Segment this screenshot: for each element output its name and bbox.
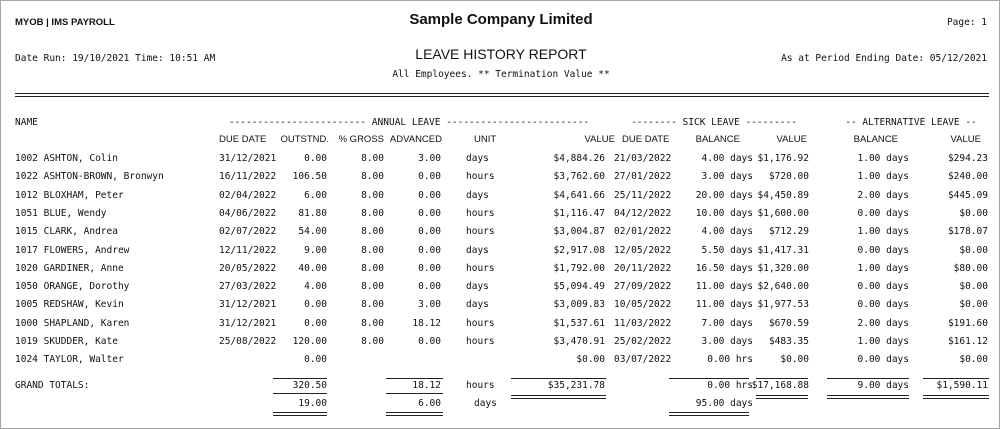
total-dline-sl-value [756, 395, 808, 399]
cell-alt-value: $191.60 [947, 317, 988, 329]
total-rule-sl-bal [669, 378, 749, 379]
table-row [1, 263, 999, 277]
table-row [1, 318, 999, 332]
cell-alt-bal: 2.00 days [857, 317, 909, 329]
cell-al-due: 20/05/2022 [219, 262, 277, 274]
cell-al-due: 31/12/2021 [219, 317, 277, 329]
cell-al-gross: 8.00 [361, 336, 384, 347]
cell-sl-due: 02/01/2022 [614, 226, 672, 238]
group-alternative-leave: -- ALTERNATIVE LEAVE -- [845, 117, 977, 128]
cell-al-due: 31/12/2021 [219, 153, 277, 164]
cell-al-out: 0.00 [304, 317, 327, 329]
cell-sl-bal: 3.00 days [701, 336, 753, 347]
cell-sl-due: 27/01/2022 [614, 171, 672, 183]
cell-al-unit: hours [466, 171, 495, 183]
cell-al-out: 106.50 [292, 171, 327, 183]
total-alt-value: $1,590.11 [936, 380, 988, 391]
cell-al-adv: 0.00 [418, 281, 441, 293]
cell-alt-bal: 1.00 days [857, 171, 909, 183]
cell-al-out: 0.00 [304, 299, 327, 311]
cell-sl-due: 20/11/2022 [614, 262, 672, 274]
total-rule2-adv [386, 393, 443, 394]
cell-al-adv: 0.00 [418, 189, 441, 201]
cell-sl-value: $720.00 [768, 171, 809, 183]
total-dline-out [273, 412, 327, 416]
cell-sl-due: 10/05/2022 [614, 299, 672, 311]
col-al-value: VALUE [584, 134, 615, 145]
cell-name: 1000 SHAPLAND, Karen [15, 317, 130, 329]
cell-al-unit: hours [466, 317, 495, 329]
cell-al-value: $3,004.87 [553, 226, 605, 238]
cell-alt-value: $294.23 [947, 153, 988, 164]
cell-sl-value: $670.59 [768, 317, 809, 329]
cell-al-value: $1,537.61 [553, 317, 605, 329]
column-header-row [1, 134, 999, 148]
cell-al-due: 27/03/2022 [219, 281, 277, 293]
cell-al-out: 40.00 [298, 262, 327, 274]
cell-al-due: 02/07/2022 [219, 226, 277, 238]
cell-al-gross: 8.00 [361, 262, 384, 274]
total-rule-alt-value [923, 378, 989, 379]
cell-sl-due: 11/03/2022 [614, 317, 672, 329]
cell-alt-value: $0.00 [959, 299, 988, 311]
total-rule-al-value [511, 378, 606, 379]
cell-name: 1024 TAYLOR, Walter [15, 354, 124, 366]
table-row [1, 208, 999, 222]
cell-alt-bal: 1.00 days [857, 226, 909, 238]
cell-name: 1015 CLARK, Andrea [15, 226, 118, 238]
table-row [1, 299, 999, 313]
table-row [1, 226, 999, 240]
cell-al-adv: 18.12 [412, 317, 441, 329]
col-sl-due: DUE DATE [622, 134, 670, 145]
cell-sl-bal: 20.00 days [695, 189, 753, 201]
cell-al-gross: 8.00 [361, 281, 384, 293]
total-al-unit-1: hours [466, 380, 495, 391]
cell-al-value: $3,762.60 [553, 171, 605, 183]
cell-al-gross: 8.00 [361, 299, 384, 311]
total-dline-al-value [511, 395, 606, 399]
cell-name: 1017 FLOWERS, Andrew [15, 244, 130, 256]
cell-al-value: $4,641.66 [553, 189, 605, 201]
cell-alt-bal: 0.00 days [857, 281, 909, 293]
table-row [1, 190, 999, 204]
cell-name: 1051 BLUE, Wendy [15, 207, 107, 219]
cell-al-out: 6.00 [304, 189, 327, 201]
cell-al-value: $0.00 [576, 354, 605, 366]
cell-sl-value: $2,640.00 [757, 281, 809, 293]
cell-alt-value: $0.00 [959, 244, 988, 256]
cell-al-due: 12/11/2022 [219, 244, 277, 256]
cell-sl-due: 12/05/2022 [614, 244, 672, 256]
cell-al-due: 04/06/2022 [219, 207, 277, 219]
cell-alt-value: $80.00 [953, 262, 988, 274]
col-alt-balance: BALANCE [853, 134, 898, 145]
cell-sl-due: 27/09/2022 [614, 281, 672, 293]
cell-sl-value: $4,450.89 [757, 189, 809, 201]
col-al-due: DUE DATE [219, 134, 267, 145]
cell-sl-due: 25/11/2022 [614, 189, 672, 201]
cell-sl-bal: 5.50 days [701, 244, 753, 256]
total-dline-adv [386, 412, 443, 416]
cell-alt-value: $0.00 [959, 354, 988, 366]
cell-sl-bal: 16.50 days [695, 262, 753, 274]
cell-al-out: 0.00 [304, 153, 327, 164]
cell-al-value: $1,792.00 [553, 262, 605, 274]
cell-al-adv: 0.00 [418, 336, 441, 347]
cell-alt-bal: 1.00 days [857, 336, 909, 347]
total-dline-sl-bal [669, 412, 749, 416]
col-al-outstanding: OUTSTND. [280, 134, 329, 145]
cell-sl-value: $1,977.53 [757, 299, 809, 311]
cell-al-adv: 0.00 [418, 244, 441, 256]
cell-name: 1022 ASHTON-BROWN, Bronwyn [15, 171, 164, 183]
cell-al-gross: 8.00 [361, 153, 384, 164]
cell-al-due: 25/08/2022 [219, 336, 277, 347]
cell-al-gross: 8.00 [361, 171, 384, 183]
cell-al-value: $3,009.83 [553, 299, 605, 311]
report-title: LEAVE HISTORY REPORT [415, 46, 587, 62]
cell-sl-value: $483.35 [768, 336, 809, 347]
period-ending: As at Period Ending Date: 05/12/2021 [781, 53, 987, 64]
group-annual-leave: ------------------------ ANNUAL LEAVE ------------------------- [228, 117, 590, 128]
total-rule-out [273, 378, 327, 379]
grand-totals-row [1, 380, 999, 394]
cell-sl-bal: 11.00 days [695, 281, 753, 293]
cell-sl-bal: 4.00 days [701, 226, 753, 238]
cell-al-out: 54.00 [298, 226, 327, 238]
cell-al-gross: 8.00 [361, 244, 384, 256]
cell-alt-value: $0.00 [959, 207, 988, 219]
cell-alt-bal: 0.00 days [857, 299, 909, 311]
total-al-unit-2: days [474, 398, 497, 409]
total-al-advanced-2: 6.00 [418, 398, 441, 409]
cell-alt-value: $161.12 [947, 336, 988, 347]
cell-al-unit: hours [466, 207, 495, 219]
group-sick-leave: -------- SICK LEAVE --------- [631, 117, 797, 128]
col-alt-value: VALUE [950, 134, 981, 145]
cell-name: 1012 BLOXHAM, Peter [15, 189, 124, 201]
cell-sl-due: 03/07/2022 [614, 354, 672, 366]
total-rule2-out [273, 393, 327, 394]
cell-alt-value: $240.00 [947, 171, 988, 183]
cell-al-out: 120.00 [292, 336, 327, 347]
cell-al-out: 4.00 [304, 281, 327, 293]
page-number: Page: 1 [946, 17, 987, 28]
cell-sl-value: $1,176.92 [757, 153, 809, 164]
total-al-advanced-1: 18.12 [412, 380, 441, 391]
cell-al-adv: 0.00 [418, 226, 441, 238]
cell-al-adv: 0.00 [418, 262, 441, 274]
total-rule-alt-bal [827, 378, 909, 379]
cell-sl-value: $712.29 [768, 226, 809, 238]
cell-al-value: $3,470.91 [553, 336, 605, 347]
cell-alt-value: $445.09 [947, 189, 988, 201]
cell-al-out: 0.00 [304, 354, 327, 366]
total-sl-value: $17,168.88 [751, 380, 809, 391]
cell-al-unit: days [466, 153, 489, 164]
cell-sl-value: $1,600.00 [757, 207, 809, 219]
cell-alt-bal: 0.00 days [857, 207, 909, 219]
col-al-unit: UNIT [474, 134, 497, 145]
col-al-advanced: ADVANCED [389, 134, 442, 145]
table-row [1, 354, 999, 368]
date-run: Date Run: 19/10/2021 Time: 10:51 AM [15, 53, 216, 64]
cell-al-unit: hours [466, 262, 495, 274]
cell-al-gross: 8.00 [361, 226, 384, 238]
cell-al-due: 16/11/2022 [219, 171, 277, 183]
cell-alt-bal: 2.00 days [857, 189, 909, 201]
table-row [1, 171, 999, 185]
cell-sl-bal: 10.00 days [695, 207, 753, 219]
cell-alt-bal: 0.00 days [857, 244, 909, 256]
cell-sl-bal: 11.00 days [695, 299, 753, 311]
cell-al-adv: 3.00 [418, 299, 441, 311]
cell-al-gross: 8.00 [361, 189, 384, 201]
cell-alt-bal: 1.00 days [857, 262, 909, 274]
col-sl-value: VALUE [776, 134, 807, 145]
cell-al-unit: hours [466, 226, 495, 238]
cell-sl-value: $1,417.31 [757, 244, 809, 256]
cell-sl-value: $0.00 [780, 354, 809, 366]
cell-al-adv: 3.00 [418, 153, 441, 164]
grand-totals-label: GRAND TOTALS: [15, 380, 90, 391]
cell-sl-due: 04/12/2022 [614, 207, 672, 219]
cell-al-value: $5,094.49 [553, 281, 605, 293]
cell-sl-due: 21/03/2022 [614, 153, 672, 164]
header-divider [15, 93, 989, 97]
cell-al-unit: days [466, 299, 489, 311]
cell-al-value: $2,917.08 [553, 244, 605, 256]
cell-sl-value: $1,320.00 [757, 262, 809, 274]
cell-name: 1019 SKUDDER, Kate [15, 336, 118, 347]
cell-alt-value: $0.00 [959, 281, 988, 293]
cell-sl-due: 25/02/2022 [614, 336, 672, 347]
total-dline-alt-bal [827, 395, 909, 399]
total-sl-balance-1: 0.00 hrs [707, 380, 753, 391]
cell-al-value: $4,884.26 [553, 153, 605, 164]
cell-al-gross: 8.00 [361, 207, 384, 219]
table-row [1, 245, 999, 259]
cell-al-unit: days [466, 189, 489, 201]
col-sl-balance: BALANCE [695, 134, 740, 145]
cell-name: 1020 GARDINER, Anne [15, 262, 124, 274]
total-sl-balance-2: 95.00 days [695, 398, 753, 409]
table-row [1, 153, 999, 167]
cell-al-out: 81.80 [298, 207, 327, 219]
cell-alt-bal: 1.00 days [857, 153, 909, 164]
cell-name: 1050 ORANGE, Dorothy [15, 281, 130, 293]
cell-sl-bal: 0.00 hrs [707, 354, 753, 366]
cell-alt-bal: 0.00 days [857, 354, 909, 366]
cell-sl-bal: 7.00 days [701, 317, 753, 329]
cell-al-adv: 0.00 [418, 207, 441, 219]
brand-label: MYOB | IMS PAYROLL [15, 17, 115, 28]
total-al-outstanding-1: 320.50 [292, 380, 327, 391]
cell-name: 1005 REDSHAW, Kevin [15, 299, 124, 311]
cell-al-value: $1,116.47 [553, 207, 605, 219]
table-row [1, 336, 999, 350]
cell-alt-value: $178.07 [947, 226, 988, 238]
total-alt-balance: 9.00 days [857, 380, 909, 391]
col-al-gross: % GROSS [338, 134, 384, 145]
cell-sl-bal: 4.00 days [701, 153, 753, 164]
cell-al-unit: days [466, 281, 489, 293]
cell-al-gross: 8.00 [361, 317, 384, 329]
cell-al-due: 31/12/2021 [219, 299, 277, 311]
table-row [1, 281, 999, 295]
cell-al-due: 02/04/2022 [219, 189, 277, 201]
grand-totals-days-row [1, 398, 999, 412]
total-rule-sl-value [756, 378, 808, 379]
company-name: Sample Company Limited [409, 11, 593, 28]
cell-sl-bal: 3.00 days [701, 171, 753, 183]
cell-al-unit: days [466, 244, 489, 256]
cell-name: 1002 ASHTON, Colin [15, 153, 118, 164]
report-subtitle: All Employees. ** Termination Value ** [392, 69, 610, 80]
cell-al-out: 9.00 [304, 244, 327, 256]
total-al-value: $35,231.78 [547, 380, 605, 391]
cell-al-adv: 0.00 [418, 171, 441, 183]
total-dline-alt-value [923, 395, 989, 399]
total-al-outstanding-2: 19.00 [298, 398, 327, 409]
cell-al-unit: hours [466, 336, 495, 347]
col-name: NAME [15, 117, 38, 128]
total-rule-adv [386, 378, 443, 379]
